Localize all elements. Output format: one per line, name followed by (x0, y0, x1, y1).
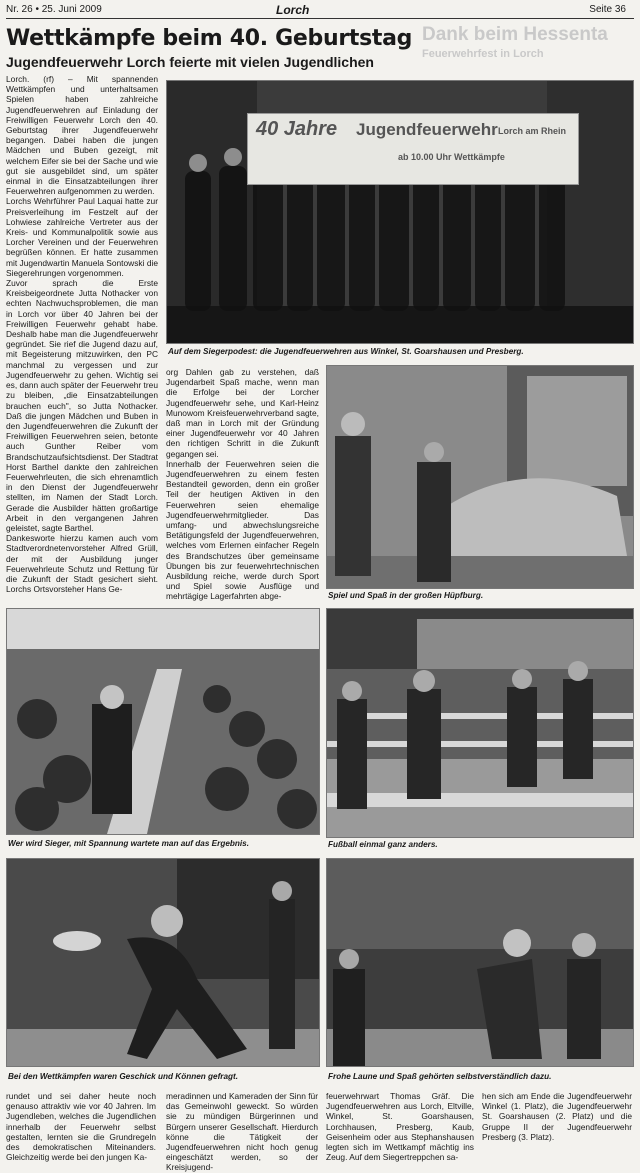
article-column-1 (6, 74, 158, 622)
article-paragraph: Innerhalb der Feuerwehren seien die Jugendfeuerwehren zu einem festen Bestandteil geworden, denn ein großer Teil der heutigen Aktiven in den Feuerwehren seien ehemalige Jugendfeuerwehrmitglieder. Das umfang- und abwechslungsreiche Betätigungsfeld der Jugendfeuerwehren, welches vom Erlernen einfacher Regeln des Brandschutzes über gemeinsame Übungen bis zur feuerwehrtechnischen Ausbildung reiche, werde durch Sport und Spiel sowie Ausflüge und mehrtägige Lagerfahrten abge- (166, 458, 319, 602)
skills-competition-photo (6, 858, 320, 1067)
anniversary-banner (247, 113, 579, 185)
caption-tent: Wer wird Sieger, mit Spannung wartete man auf das Ergebnis. (8, 839, 249, 848)
article-paragraph: Zuvor sprach die Erste Kreisbeigeordnete Jutta Nothacker von echten Nachwuchsproblemen, die man in Lorch vor über 40 Jahren bei der Freiwilligen Feuerwehr gehabt habe. Deshalb habe man die Jugendfeuerwehr gegründet. Sie rief die Jugend dazu auf, mit Begeisterung mitzuwirken, den PC manchmal zu vergessen und zur Jugendfeuerwehr zu gehen. Wichtig sei es, dann auch später der Feuerwehr treu zu bleiben, „die Einsatzabteilungen brauchen euch", so Jutta Nothacker. Daß die jungen Mädchen und Buben in den Jugendfeuerwehren die Zukunft der Freiwilligen Feuerwehren seien, betonte auch Gunther Reiber vom Brandschutzaufsichtsdienst. Der Stadtrat Horst Barthel dankte den zahlreichen Feuerwehrleuten, die sich ehrenamtlich in den Dienst der Jugendfeuerwehr stellten, im Namen der Stadt Lorch. Gerade die Ausbilder hätten großartige Arbeit in den vergangenen Jahren geleistet, sagte Barthel. (6, 278, 158, 533)
caption-table-football: Fußball einmal ganz anders. (328, 840, 438, 849)
article-bottom-column-3: feuerwehrwart Thomas Gräf. Die Jugendfeuerwehren aus Lorch, Eltville, Winkel, St. Goarshausen, Lorchhausen, Presberg, Kaub, Geisenheim oder aus Stephanshausen legten sich im Wettkampf mächtig ins Zeug. Auf dem Siegertreppchen sa- (326, 1091, 474, 1163)
article-column-2 (166, 367, 319, 603)
article-bottom-column-4: hen sich am Ende die Jugendfeuerwehr Winkel (1. Platz), die Jugendfeuerwehr St. Goarshausen (2. Platz) und die Gruppe II der Jugendfeuerwehr Presberg (3. Platz). (482, 1091, 632, 1142)
section-title: Lorch (276, 3, 310, 17)
article-bottom-column-1: rundet und sei daher heute noch genauso attraktiv wie vor 40 Jahren. Im Jugendleben, welches die Jugendlichen innerhalb der Feuerwehr selbst gestalten, lernten sie die Grundregeln des demokratischen Miteinanders. Gleichzeitig werde bei den jungen Ka- (6, 1091, 156, 1163)
caption-bouncy-castle: Spiel und Spaß in der großen Hüpfburg. (328, 591, 484, 600)
banner-place: Lorch am Rhein (498, 126, 567, 136)
article-paragraph: Lorchs Wehrführer Paul Laquai hatte zur Preisverleihung im Festzelt auf der Lohwiese zahlreiche Vertreter aus der Kreis- und Kommunalpolitik sowie aus Lorcher Vereinen und der Feuerwehren begrüßen können. Er hatte zusammen mit Jugendwartin Manuela Sontowski die Siegerehrungen vorgenommen. (6, 196, 158, 278)
article-paragraph: Dankesworte hierzu kamen auch vom Stadtverordnetenvorsteher Alfred Grüll, der mit der Ausbildung junger Feuerwehrleute Schutz und Rettung für die Zukunft der Stadt gesichert sieht. Lorchs Ortsvorsteher Hans Ge- (6, 533, 158, 595)
neighbor-headline: Dank beim Hessenta (422, 24, 608, 45)
article-paragraph: org Dahlen gab zu verstehen, daß Jugendarbeit Spaß mache, wenn man die Erfolge bei der Lorcher Jugendfeuerwehr sehe, und Karl-Heinz Munowom Kreisfeuerwehrverband sagte, daß man in Lorch mit der Gründung einer Jugendfeuerwehr vor 40 Jahren den richtigen Schritt in die Zukunft gegangen sei. (166, 367, 319, 459)
fun-photo (326, 858, 634, 1067)
article-subhead: Jugendfeuerwehr Lorch feierte mit vielen Jugendlichen (6, 54, 374, 70)
bouncy-castle-photo (326, 365, 634, 589)
masthead (6, 4, 634, 19)
page-number: Seite 36 (589, 4, 626, 15)
podium-photo (166, 80, 634, 344)
article-paragraph: Lorch. (rf) – Mit spannenden Wettkämpfen und unterhaltsamen Spielen haben zahlreiche Jugendfeuerwehren auf Einladung der Freiwilligen Feuerwehr Lorch den 40. Geburtstag ihrer Jugendfeuerwehr begangen. Dabei haben die jungen Mädchen und Buben gezeigt, mit welchem Eifer sie bei der Sache und wie gut sie ausgebildet sind, um später einmal in die Einsatzabteilungen ihrer Feuerwehren aufgenommen zu werden. (6, 74, 158, 197)
banner-subline: ab 10.00 Uhr Wettkämpfe (398, 152, 505, 162)
table-football-photo (326, 608, 634, 838)
article-headline: Wettkämpfe beim 40. Geburtstag (6, 26, 413, 51)
banner-years: 40 Jahre (256, 118, 338, 140)
article-bottom-column-2: meradinnen und Kameraden der Sinn für das Gemeinwohl geweckt. So würden sie zu mündigen Bürgerinnen und Bürgern unserer Gesellschaft. Hierdurch könne die Tätigkeit der Jugendfeuerwehren nicht hoch genug eingeschätzt werden, so der Kreisjugend- (166, 1091, 318, 1173)
banner-name: Jugendfeuerwehr (356, 120, 498, 139)
neighbor-subhead: Feuerwehrfest in Lorch (422, 48, 544, 60)
caption-skills: Bei den Wettkämpfen waren Geschick und Können gefragt. (8, 1072, 239, 1081)
issue-date: Nr. 26 • 25. Juni 2009 (6, 4, 102, 15)
caption-fun: Frohe Laune und Spaß gehörten selbstverständlich dazu. (328, 1072, 552, 1081)
tent-photo (6, 608, 320, 835)
caption-podium: Auf dem Siegerpodest: die Jugendfeuerwehren aus Winkel, St. Goarshausen und Presberg. (168, 347, 524, 356)
